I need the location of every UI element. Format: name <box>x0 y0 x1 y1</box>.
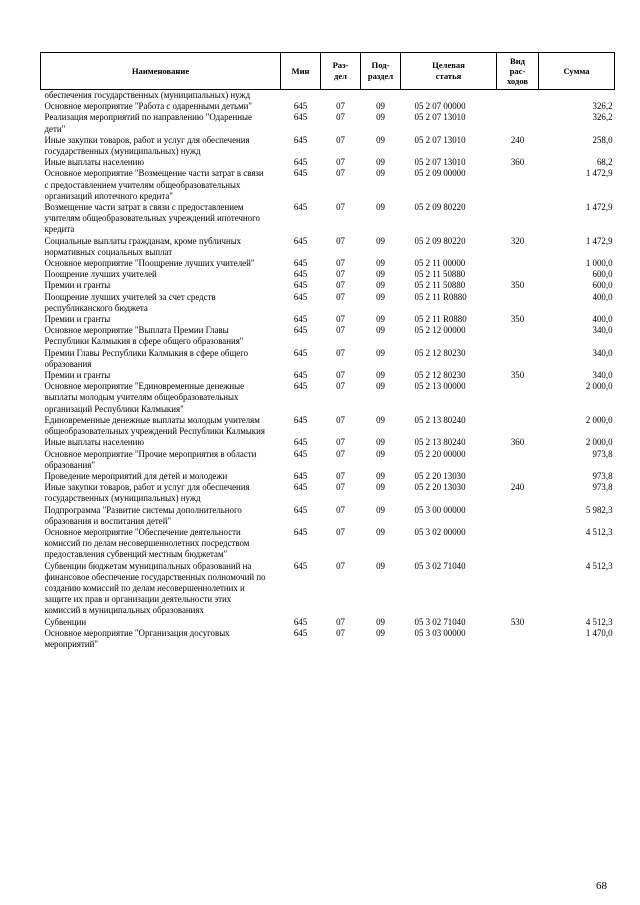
cell-name: Премии и гранты <box>44 370 111 381</box>
cell-podrazdel: 09 <box>376 291 385 302</box>
table-row <box>41 561 615 617</box>
table-row <box>41 269 615 280</box>
cell-target: 05 2 07 00000 <box>414 101 466 112</box>
cell-name: Основное мероприятие "Организация досуговых мероприятий" <box>44 627 230 649</box>
cell-podrazdel: 09 <box>376 314 385 325</box>
cell-podrazdel: 09 <box>376 627 385 638</box>
cell-sum: 2 000,0 <box>585 381 613 392</box>
cell-podrazdel: 09 <box>376 560 385 571</box>
cell-razdel: 07 <box>336 381 345 392</box>
table-row <box>41 135 615 157</box>
table-row <box>41 236 615 258</box>
cell-name: Субвенции <box>44 616 87 627</box>
cell-podrazdel: 09 <box>376 347 385 358</box>
cell-podrazdel: 09 <box>376 134 385 145</box>
cell-podrazdel: 09 <box>376 101 385 112</box>
table-row <box>41 314 615 325</box>
cell-sum: 1 470,0 <box>585 627 613 638</box>
cell-name: Премии и гранты <box>44 280 111 291</box>
cell-min: 645 <box>293 168 308 179</box>
cell-razdel: 07 <box>336 157 345 168</box>
cell-vid <box>497 168 539 202</box>
cell-podrazdel: 09 <box>376 616 385 627</box>
cell-target: 05 3 00 00000 <box>414 504 466 515</box>
cell-razdel: 07 <box>336 437 345 448</box>
cell-min: 645 <box>293 134 308 145</box>
cell-podrazdel: 09 <box>376 269 385 280</box>
cell-target: 05 2 20 13030 <box>414 482 466 493</box>
cell-min: 645 <box>293 258 308 269</box>
cell-razdel: 07 <box>336 202 345 213</box>
cell-min: 645 <box>293 381 308 392</box>
cell-vid <box>497 415 539 437</box>
table-row <box>41 157 615 168</box>
cell-razdel: 07 <box>336 448 345 459</box>
cell-razdel: 07 <box>336 616 345 627</box>
cell-min: 645 <box>293 370 308 381</box>
cell-name: Премии Главы Республики Калмыкия в сфере общего образования <box>44 347 249 369</box>
cell-sum: 340,0 <box>592 370 613 381</box>
cell-sum: 2 000,0 <box>585 414 613 425</box>
cell-sum: 1 472,9 <box>585 235 613 246</box>
table-row <box>41 505 615 527</box>
cell-podrazdel: 09 <box>376 202 385 213</box>
cell-razdel: 07 <box>336 470 345 481</box>
cell-podrazdel: 09 <box>376 482 385 493</box>
cell-target: 05 3 03 00000 <box>414 627 466 638</box>
table-row <box>41 348 615 370</box>
cell-name: Иные закупки товаров, работ и услуг для обеспечения государственных (муниципальных) нужд <box>44 134 250 157</box>
cell-target: 05 2 13 80240 <box>414 414 466 425</box>
cell-target: 05 2 09 00000 <box>414 168 466 179</box>
cell-min: 645 <box>293 325 308 336</box>
cell-vid <box>497 471 539 482</box>
cell-sum: 5 982,3 <box>585 504 613 515</box>
cell-podrazdel: 09 <box>376 325 385 336</box>
cell-sum: 1 472,9 <box>585 168 613 179</box>
table-row <box>41 202 615 236</box>
cell-razdel: 07 <box>336 482 345 493</box>
table-row <box>41 280 615 291</box>
cell-vid: 350 <box>510 370 525 381</box>
cell-sum: 400,0 <box>592 291 613 302</box>
budget-table-page <box>40 52 614 650</box>
cell-vid <box>497 292 539 314</box>
cell-target: 05 2 12 80230 <box>414 370 466 381</box>
cell-min: 645 <box>293 504 308 515</box>
cell-name: Социальные выплаты гражданам, кроме публичных нормативных социальных выплат <box>44 235 242 257</box>
cell-vid <box>497 505 539 527</box>
cell-target: 05 3 02 00000 <box>414 526 466 537</box>
cell-podrazdel: 09 <box>376 414 385 425</box>
cell-razdel: 07 <box>336 112 345 123</box>
cell-target: 05 2 07 13010 <box>414 134 466 145</box>
cell-target: 05 2 11 50880 <box>414 269 466 280</box>
cell-min: 645 <box>293 280 308 291</box>
cell-razdel: 07 <box>336 258 345 269</box>
cell-razdel: 07 <box>336 314 345 325</box>
cell-vid <box>497 527 539 561</box>
cell-vid <box>497 381 539 415</box>
cell-sum: 1 472,9 <box>585 202 613 213</box>
cell-sum: 68,2 <box>596 157 613 168</box>
cell-podrazdel: 09 <box>376 370 385 381</box>
cell-razdel: 07 <box>336 269 345 280</box>
cell-min: 645 <box>293 470 308 481</box>
cell-vid <box>497 112 539 134</box>
cell-vid <box>497 101 539 112</box>
table-row <box>41 292 615 314</box>
cell-min: 645 <box>293 616 308 627</box>
cell-name: Проведение мероприятий для детей и молодежи <box>44 470 228 481</box>
cell-podrazdel: 09 <box>376 381 385 392</box>
cell-min: 645 <box>293 347 308 358</box>
cell-sum: 973,8 <box>592 448 613 459</box>
header-min: Мин <box>281 53 321 90</box>
cell-target: 05 2 11 00000 <box>414 258 466 269</box>
cell-vid <box>497 269 539 280</box>
cell-razdel: 07 <box>336 347 345 358</box>
cell-razdel: 07 <box>336 560 345 571</box>
cell-target: 05 3 02 71040 <box>414 616 466 627</box>
cell-vid: 240 <box>510 482 525 493</box>
table-row <box>41 471 615 482</box>
cell-vid <box>497 449 539 471</box>
cell-vid: 240 <box>510 134 525 145</box>
cell-sum: 4 512,3 <box>585 526 613 537</box>
cell-name: Премии и гранты <box>44 314 111 325</box>
table-body <box>41 90 615 651</box>
cell-name: Основное мероприятие "Поощрение лучших учителей" <box>44 258 255 269</box>
cell-vid <box>497 325 539 347</box>
cell-sum: 600,0 <box>592 280 613 291</box>
table-row <box>41 482 615 504</box>
header-sum: Сумма <box>539 53 615 90</box>
cell-target: 05 2 20 00000 <box>414 448 466 459</box>
cell-target: 05 2 12 00000 <box>414 325 466 336</box>
cell-sum: 4 512,3 <box>585 560 613 571</box>
cell-vid <box>497 90 539 102</box>
cell-sum: 973,8 <box>592 470 613 481</box>
cell-vid: 360 <box>510 157 525 168</box>
cell-sum: 258,0 <box>592 134 613 145</box>
cell-target: 05 2 12 80230 <box>414 347 466 358</box>
table-row <box>41 527 615 561</box>
cell-min: 645 <box>293 627 308 638</box>
cell-razdel: 07 <box>336 134 345 145</box>
cell-target: 05 2 09 80220 <box>414 235 466 246</box>
cell-razdel: 07 <box>336 526 345 537</box>
header-razdel: Раз- дел <box>321 53 361 90</box>
cell-name: Поощрение лучших учителей за счет средств республиканского бюджета <box>44 291 216 313</box>
cell-sum: 600,0 <box>592 269 613 280</box>
cell-razdel: 07 <box>336 414 345 425</box>
cell-sum: 400,0 <box>592 314 613 325</box>
table-row <box>41 617 615 628</box>
table-header <box>41 53 615 90</box>
cell-sum: 2 000,0 <box>585 437 613 448</box>
cell-name: Единовременные денежные выплаты молодым учителям общеобразовательных учреждений Республики Калмыкия <box>44 414 265 437</box>
table-row <box>41 381 615 415</box>
cell-target: 05 2 13 80240 <box>414 437 466 448</box>
table-row <box>41 90 615 102</box>
cell-target: 05 2 11 50880 <box>414 280 466 291</box>
cell-name: Основное мероприятие "Работа с одаренными детьми" <box>44 101 252 112</box>
cell-name: Реализация мероприятий по направлению "Одаренные дети" <box>44 112 252 134</box>
cell-vid <box>497 258 539 269</box>
cell-podrazdel: 09 <box>376 504 385 515</box>
cell-target: 05 2 11 R0880 <box>414 314 467 325</box>
cell-sum: 326,2 <box>592 112 613 123</box>
cell-vid <box>497 628 539 650</box>
cell-name: Поощрение лучших учителей <box>44 269 157 280</box>
cell-razdel: 07 <box>336 168 345 179</box>
cell-vid: 530 <box>510 616 525 627</box>
budget-table <box>40 52 615 650</box>
cell-target <box>401 90 497 102</box>
table-row <box>41 325 615 347</box>
cell-target: 05 2 07 13010 <box>414 157 466 168</box>
cell-sum: 340,0 <box>592 347 613 358</box>
header-podrazdel: Под- раздел <box>361 53 401 90</box>
table-row <box>41 449 615 471</box>
cell-razdel: 07 <box>336 627 345 638</box>
cell-razdel: 07 <box>336 370 345 381</box>
cell-min: 645 <box>293 269 308 280</box>
cell-razdel: 07 <box>336 101 345 112</box>
cell-name: Субвенции бюджетам муниципальных образований на финансовое обеспечение государственных полномочий по созданию комиссий по делам несовершеннолетних и защите их прав и организации деятельности этих комиссий в муниципальных образованиях <box>44 560 266 616</box>
cell-sum: 1 000,0 <box>585 258 613 269</box>
cell-vid <box>497 348 539 370</box>
cell-razdel: 07 <box>336 325 345 336</box>
cell-min: 645 <box>293 202 308 213</box>
cell-razdel: 07 <box>336 291 345 302</box>
cell-podrazdel: 09 <box>376 168 385 179</box>
cell-podrazdel: 09 <box>376 112 385 123</box>
cell-min: 645 <box>293 157 308 168</box>
cell-sum: 4 512,3 <box>585 616 613 627</box>
table-row <box>41 415 615 437</box>
cell-vid <box>497 202 539 236</box>
cell-name: Основное мероприятие "Выплата Премии Главы Республики Калмыкия в сфере общего образования" <box>44 325 244 347</box>
cell-name: Возмещение части затрат в связи с предоставлением учителям общеобразовательных учреждений ипотечного кредита <box>44 202 260 235</box>
header-name: Наименование <box>41 53 281 90</box>
table-row <box>41 258 615 269</box>
cell-razdel: 07 <box>336 504 345 515</box>
cell-vid <box>497 561 539 617</box>
cell-min: 645 <box>293 291 308 302</box>
cell-vid: 360 <box>510 437 525 448</box>
cell-razdel: 07 <box>336 235 345 246</box>
cell-name: Иные выплаты населению <box>44 437 145 448</box>
cell-target: 05 2 09 80220 <box>414 202 466 213</box>
table-row <box>41 112 615 134</box>
table-row <box>41 437 615 448</box>
header-target: Целевая статья <box>401 53 497 90</box>
cell-name: обеспечения государственных (муниципальных) нужд <box>44 90 251 100</box>
cell-razdel: 07 <box>336 280 345 291</box>
cell-podrazdel: 09 <box>376 526 385 537</box>
table-row <box>41 168 615 202</box>
cell-razdel <box>321 90 361 102</box>
cell-name: Основное мероприятие "Возмещение части затрат в связи с предоставлением учителям общеобразовательных организаций ипотечного кредита" <box>44 168 264 201</box>
cell-vid: 320 <box>510 235 525 246</box>
cell-vid: 350 <box>510 314 525 325</box>
page-number: 68 <box>596 880 607 892</box>
cell-podrazdel: 09 <box>376 157 385 168</box>
cell-target: 05 2 11 R0880 <box>414 291 467 302</box>
cell-name: Основное мероприятие "Единовременные денежные выплаты молодым учителям общеобразовательных организаций Республики Калмыкия" <box>44 381 245 414</box>
cell-podrazdel: 09 <box>376 280 385 291</box>
cell-min <box>281 90 321 102</box>
cell-podrazdel: 09 <box>376 470 385 481</box>
cell-min: 645 <box>293 526 308 537</box>
cell-name: Иные выплаты населению <box>44 157 145 168</box>
cell-podrazdel: 09 <box>376 437 385 448</box>
cell-min: 645 <box>293 314 308 325</box>
cell-min: 645 <box>293 448 308 459</box>
cell-sum: 326,2 <box>592 101 613 112</box>
cell-podrazdel: 09 <box>376 448 385 459</box>
cell-sum: 340,0 <box>592 325 613 336</box>
cell-name: Иные закупки товаров, работ и услуг для обеспечения государственных (муниципальных) нужд <box>44 482 250 504</box>
cell-sum <box>539 90 615 102</box>
cell-podrazdel: 09 <box>376 235 385 246</box>
cell-vid: 350 <box>510 280 525 291</box>
table-row <box>41 370 615 381</box>
table-row <box>41 628 615 650</box>
cell-target: 05 2 07 13010 <box>414 112 466 123</box>
cell-min: 645 <box>293 414 308 425</box>
header-vid: Вид рас- ходов <box>497 53 539 90</box>
cell-min: 645 <box>293 235 308 246</box>
cell-min: 645 <box>293 112 308 123</box>
cell-min: 645 <box>293 101 308 112</box>
cell-podrazdel <box>361 90 401 102</box>
cell-name: Подпрограмма "Развитие системы дополнительного образования и воспитания детей" <box>44 504 242 526</box>
cell-min: 645 <box>293 482 308 493</box>
cell-name: Основное мероприятие "Обеспечение деятельности комиссий по делам несовершеннолетних посредством предоставления субвенций местным бюджетам" <box>44 526 250 560</box>
cell-sum: 973,8 <box>592 482 613 493</box>
cell-min: 645 <box>293 437 308 448</box>
cell-target: 05 3 02 71040 <box>414 560 466 571</box>
cell-target: 05 2 13 00000 <box>414 381 466 392</box>
cell-podrazdel: 09 <box>376 258 385 269</box>
cell-target: 05 2 20 13030 <box>414 470 466 481</box>
table-row <box>41 101 615 112</box>
cell-min: 645 <box>293 560 308 571</box>
cell-name: Основное мероприятие "Прочие мероприятия в области образования" <box>44 448 257 470</box>
